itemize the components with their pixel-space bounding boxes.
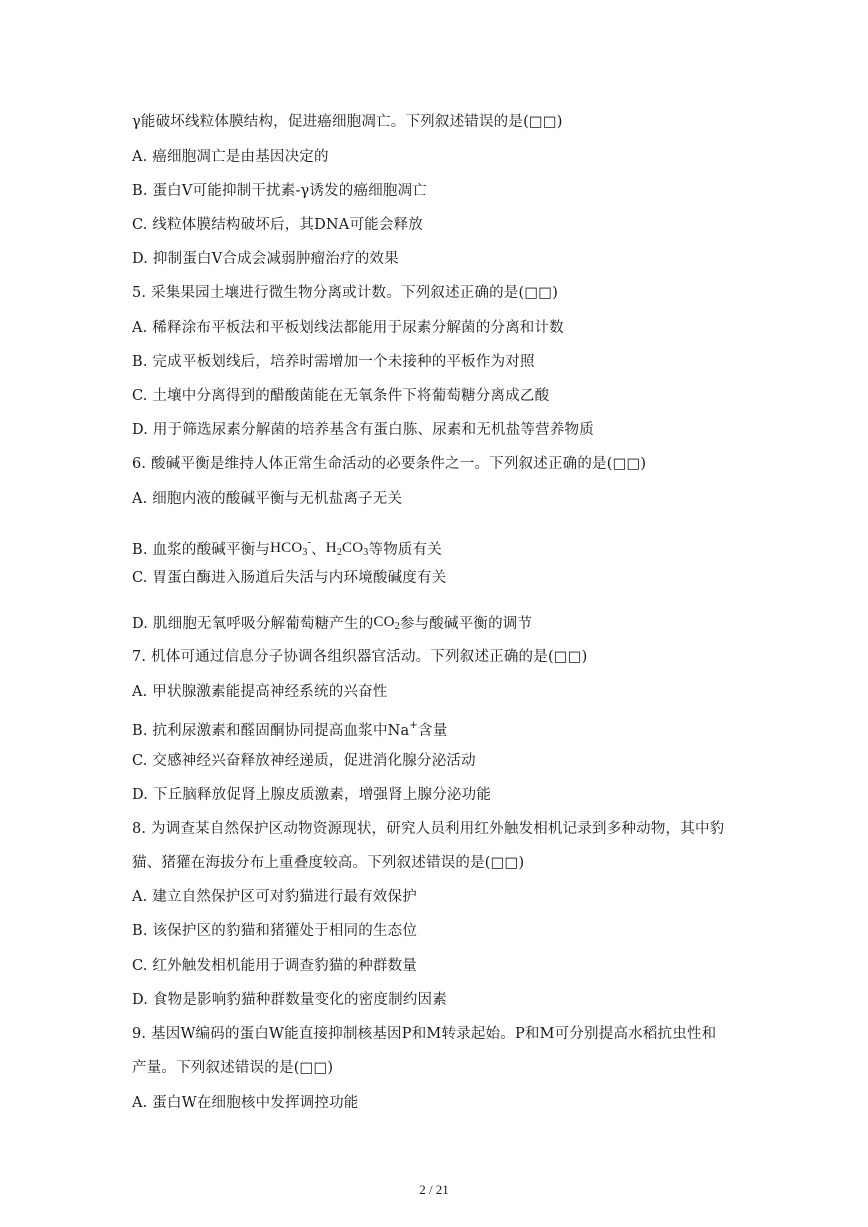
- question-8-stem-line-2: 猫、猪獾在海拔分布上重叠度较高。下列叙述错误的是(□□): [132, 855, 525, 871]
- q6-option-d: [132, 612, 752, 637]
- q7-option-b: [132, 716, 752, 741]
- formula-carbonic-acid: [326, 540, 369, 556]
- q6-option-b-text-after: 等物质有关: [368, 542, 442, 558]
- question-9-stem-line-2: 产量。下列叙述错误的是(□□): [132, 1060, 334, 1076]
- q5-option-b: B. 完成平板划线后，培养时需增加一个未接种的平板作为对照: [132, 354, 535, 370]
- co-subscript: 3: [363, 547, 369, 558]
- formula-bicarbonate: [270, 537, 312, 558]
- q6-option-d-text-after: 参与酸碱平衡的调节: [399, 616, 533, 632]
- q4-option-b: B. 蛋白V可能抑制干扰素-γ诱发的癌细胞凋亡: [132, 183, 428, 199]
- formula-separator: 、: [311, 542, 326, 558]
- q7-option-c: C. 交感神经兴奋释放神经递质，促进消化腺分泌活动: [132, 753, 476, 769]
- hco-symbol: HCO: [270, 540, 303, 556]
- question-8-stem-line-1: 8. 为调查某自然保护区动物资源现状，研究人员利用红外触发相机记录到多种动物，其中豹: [132, 821, 725, 837]
- q4-option-d: D. 抑制蛋白V合成会减弱肿瘤治疗的效果: [132, 251, 399, 267]
- q8-option-d: D. 食物是影响豹猫种群数量变化的密度制约因素: [132, 992, 447, 1008]
- hco-subscript: 3: [302, 547, 308, 558]
- co-symbol: CO: [342, 540, 364, 556]
- page-number: 2 / 21: [419, 1182, 449, 1197]
- question-7-stem: 7. 机体可通过信息分子协调各组织器官活动。下列叙述正确的是(□□): [132, 649, 588, 665]
- co2-subscript: 2: [394, 621, 400, 632]
- h-subscript: 2: [336, 547, 343, 558]
- co2-symbol: CO: [373, 614, 395, 630]
- question-6-stem: 6. 酸碱平衡是维持人体正常生命活动的必要条件之一。下列叙述正确的是(□□): [132, 456, 647, 472]
- q7-option-b-text-after: 含量: [418, 723, 448, 739]
- q9-option-a: A. 蛋白W在细胞核中发挥调控功能: [132, 1095, 359, 1111]
- question-4-stem-continuation: γ能破坏线粒体膜结构，促进癌细胞凋亡。下列叙述错误的是(□□): [132, 114, 563, 130]
- q6-option-d-text-before: D. 肌细胞无氧呼吸分解葡萄糖产生的: [132, 616, 374, 632]
- q8-option-b: B. 该保护区的豹猫和猪獾处于相同的生态位: [132, 923, 418, 939]
- question-5-stem: 5. 采集果园土壤进行微生物分离或计数。下列叙述正确的是(□□): [132, 285, 559, 301]
- hco-charge: -: [307, 537, 312, 548]
- q6-option-c: C. 胃蛋白酶进入肠道后失活与内环境酸碱度有关: [132, 570, 447, 586]
- q4-option-a: A. 癌细胞凋亡是由基因决定的: [132, 149, 329, 165]
- q6-option-b-text-before: B. 血浆的酸碱平衡与: [132, 542, 271, 558]
- question-9-stem-line-1: 9. 基因W编码的蛋白W能直接抑制核基因P和M转录起始。P和M可分别提高水稻抗虫性和: [132, 1026, 717, 1042]
- sodium-ion-charge: +: [409, 720, 418, 731]
- q5-option-c: C. 土壤中分离得到的醋酸菌能在无氧条件下将葡萄糖分离成乙酸: [132, 388, 550, 404]
- q7-option-a: A. 甲状腺激素能提高神经系统的兴奋性: [132, 684, 388, 700]
- q8-option-a: A. 建立自然保护区可对豹猫进行最有效保护: [132, 889, 417, 905]
- q5-option-d: D. 用于筛选尿素分解菌的培养基含有蛋白胨、尿素和无机盐等营养物质: [132, 422, 594, 438]
- q7-option-d: D. 下丘脑释放促肾上腺皮质激素，增强肾上腺分泌功能: [132, 787, 492, 803]
- formula-carbon-dioxide: [373, 614, 399, 630]
- q7-option-b-text-before: B. 抗利尿激素和醛固酮协同提高血浆中Na: [132, 723, 410, 739]
- q4-option-c: C. 线粒体膜结构破坏后，其DNA可能会释放: [132, 217, 423, 233]
- q8-option-c: C. 红外触发相机能用于调查豹猫的种群数量: [132, 958, 417, 974]
- q6-option-b: [132, 533, 752, 563]
- q6-option-a: A. 细胞内液的酸碱平衡与无机盐离子无关: [132, 491, 403, 507]
- q5-option-a: A. 稀释涂布平板法和平板划线法都能用于尿素分解菌的分离和计数: [132, 320, 564, 336]
- h-symbol: H: [325, 540, 337, 556]
